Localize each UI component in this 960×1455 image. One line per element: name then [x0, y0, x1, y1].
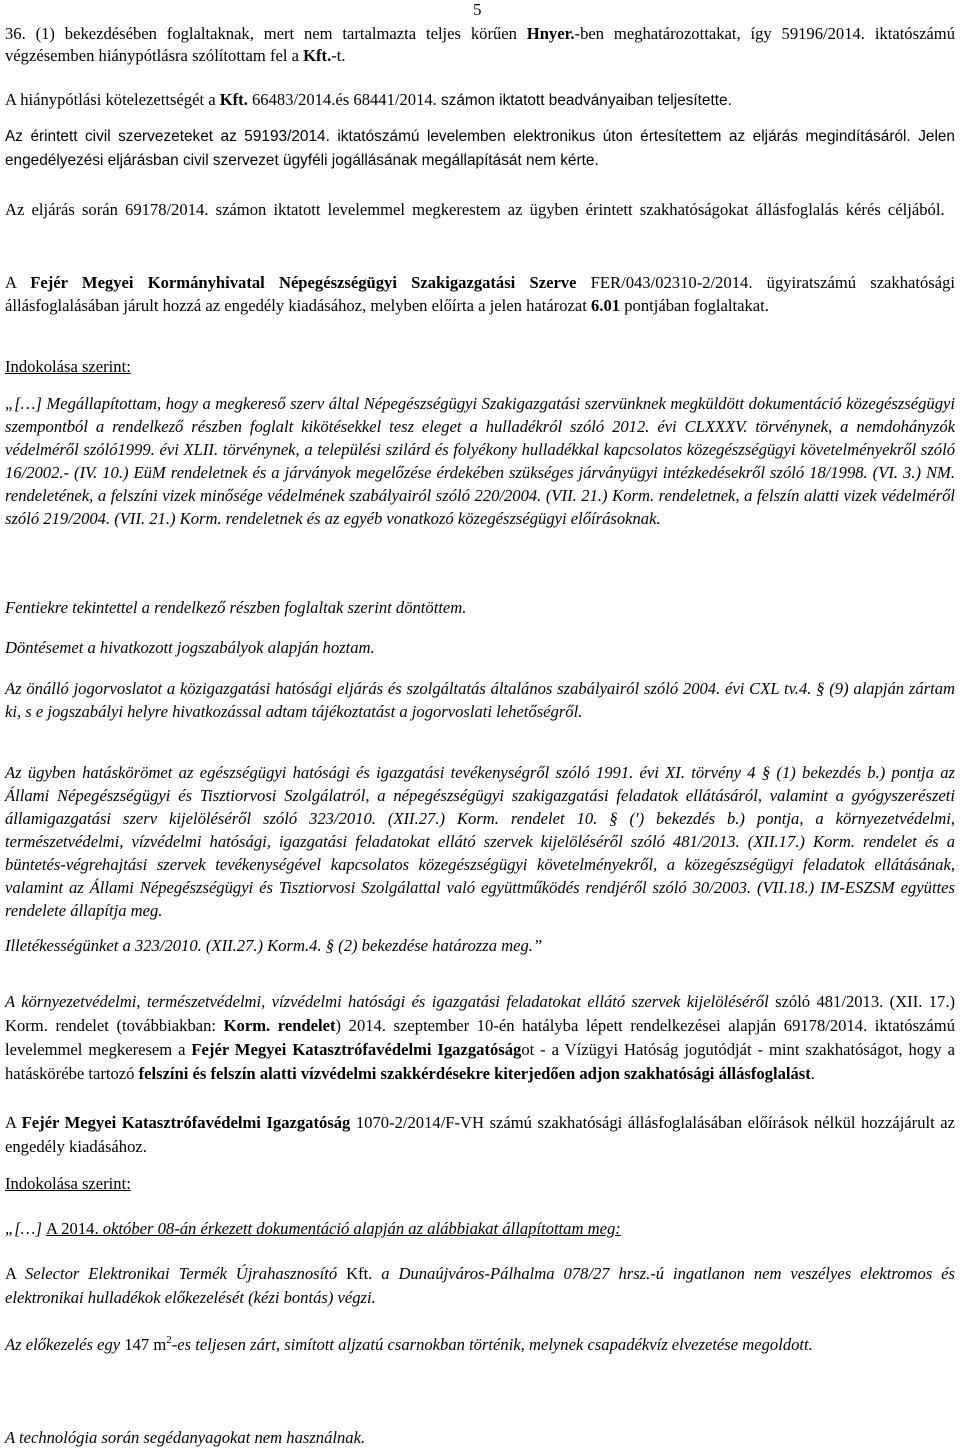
- quote-illetékesség: Illetékességünket a 323/2010. (XII.27.) Korm.4. § (2) bekezdése határozza meg.”: [5, 936, 543, 955]
- quote-selector-kft: A Selector Elektronikai Termék Újrahasznosító Kft. a Dunaújváros-Pálhalma 078/27 hrsz.-ú ingatlanon nem veszélyes elektromos és elektronikai hulladékok előkezelését (kézi bontás) végzi.: [5, 1264, 956, 1307]
- quote-előkezelés: Az előkezelés egy 147 $m^2-es$ teljesen zárt, simított aljzatú csarnokban történik, melynek csapadékvíz elvezetése megoldott.: [5, 1334, 813, 1354]
- heading-indokolás-2: Indokolása szerint:: [5, 1174, 131, 1193]
- quote-népegészségügy: „[…] Megállapítottam, hogy a megkereső szerv által Népegészségügyi Szakigazgatási szervünknek megküldött dokumentáció közegészségügyi szempontból a rendelkező részben foglalt kikötésekkel tesz eleget a hulladékról szóló 2012. évi CLXXXV. törvénynek, a nemdohányzók védelméről szóló1999. évi XLII. törvénynek, a települési szilárd és folyékony hulladékkal kapcsolatos közegészségügyi követelményekről szóló 16/2002.- (IV. 10.) EüM rendeletnek és a járványok megelőzése érdekében szükséges járványügyi intézkedésekről szóló 18/1998. (VI. 3.) NM. rendeletének, a felszíni vizek minősége védelmének szabályairól szóló 220/2004. (VII. 21.) Korm. rendeletnek, a felszín alatti vizek védelméről szóló 219/2004. (VII. 21.) Korm. rendeletnek és az egyéb vonatkozó közegészségügyi előírásoknak.: [5, 394, 955, 528]
- quote-jogszabályok: Döntésemet a hivatkozott jogszabályok alapján hoztam.: [5, 638, 375, 657]
- quote-technológia: A technológia során segédanyagokat nem használnak.: [5, 1428, 366, 1447]
- quote-jogorvoslat: Az önálló jogorvoslatot a közigazgatási hatósági eljárás és szolgáltatás általános szabályairól szóló 2004. évi CXL tv.4. § (9) alapján zártam ki, s e jogszabályi helyre hivatkozással adtam tájékoztatást a jogorvoslati lehetőségről.: [5, 679, 955, 721]
- quote-dokumentáció: „[…] A 2014. október 08-án érkezett dokumentáció alapján az alábbiakat állapítottam meg:: [5, 1219, 621, 1238]
- paragraph-teljesítés: A hiánypótlási kötelezettségét a Kft. 66483/2014.és 68441/2014. számon iktatott beadványaiban teljesítette.: [5, 90, 732, 109]
- paragraph-kormányhivatal: A Fejér Megyei Kormányhivatal Népegészségügyi Szakigazgatási Szerve FER/043/02310-2/2014. ügyiratszámú szakhatósági állásfoglalásában járult hozzá az engedély kiadásához, melyben előírta a jelen határozat 6.01 pontjában foglaltakat.: [5, 273, 956, 315]
- heading-indokolás-1: Indokolása szerint:: [5, 357, 131, 376]
- paragraph-katasztrófavédelem-megkeresés: A környezetvédelmi, természetvédelmi, vízvédelmi hatósági és igazgatási feladatokat ellátó szervek kijelöléséről szóló 481/2013. (XII. 17.) Korm. rendelet (továbbiakban: Korm. rendelet) 2014. szeptember 10-én hatályba lépett rendelkezései alapján 69178/2014. iktatószámú levelemmel megkeresem a Fejér Megyei Katasztrófavédelmi Igazgatóságot - a Vízügyi Hatóság jogutódját - mint szakhatóságot, hogy a hatáskörébe tartozó felszíni és felszín alatti vízvédelmi szakkérdésekre kiterjedően adjon szakhatósági állásfoglalást.: [5, 992, 956, 1083]
- paragraph-civil-szervezetek: Az érintett civil szervezeteket az 59193/2014. iktatószámú levelemben elektronikus úton értesítettem az eljárás megindításáról. Jelen engedélyezési eljárásban civil szervezet ügyféli jogállásának megállapítását nem kérte.: [5, 128, 955, 169]
- quote-hatáskör: Az ügyben hatáskörömet az egészségügyi hatósági és igazgatási tevékenységről szóló 1991. évi XI. törvény 4 § (1) bekezdés b.) pontja az Állami Népegészségügyi és Tisztiorvosi Szolgálatról, a népegészségügyi szakigazgatási feladatok ellátásáról, valamint a gyógyszerészeti államigazgatási szerv kijelöléséről szóló 323/2010. (XII.27.) Korm. rendelet 10. § (') bekezdés b.) pontja, a környezetvédelmi, természetvédelmi, vízvédelmi hatósági, igazgatási feladatokat ellátó szervek kijelöléséről szóló 481/2013. (XII.17.) Korm. rendelet és a büntetés-végrehajtási szervek tevékenységével kapcsolatos közegészségügyi követelményekről, a közegészségügyi feladatok ellátásának, valamint az Állami Népegészségügyi és Tisztiorvosi Szolgálattal való együttműködés rendjéről szóló 30/2003. (VII.18.) IM-ESZSM együttes rendelete állapítja meg.: [5, 763, 955, 920]
- paragraph-hiánypótlás: 36. (1) bekezdésében foglaltaknak, mert nem tartalmazta teljes körűen Hnyer.-ben meghatározottakat, így 59196/2014. iktatószámú végzésemben hiánypótlásra szólítottam fel a Kft.-t.: [5, 24, 955, 65]
- paragraph-megkeresés: Az eljárás során 69178/2014. számon iktatott levelemmel megkerestem az ügyben érintett szakhatóságokat állásfoglalás kérés céljából.: [5, 200, 945, 219]
- page-number: 5: [473, 0, 482, 19]
- quote-döntés: Fentiekre tekintettel a rendelkező részben foglaltak szerint döntöttem.: [5, 598, 467, 617]
- paragraph-katasztrófavédelem-állásfoglalás: A Fejér Megyei Katasztrófavédelmi Igazgatóság 1070-2/2014/F-VH számú szakhatósági állásfoglalásában előírások nélkül hozzájárult az engedély kiadásához.: [5, 1113, 955, 1156]
